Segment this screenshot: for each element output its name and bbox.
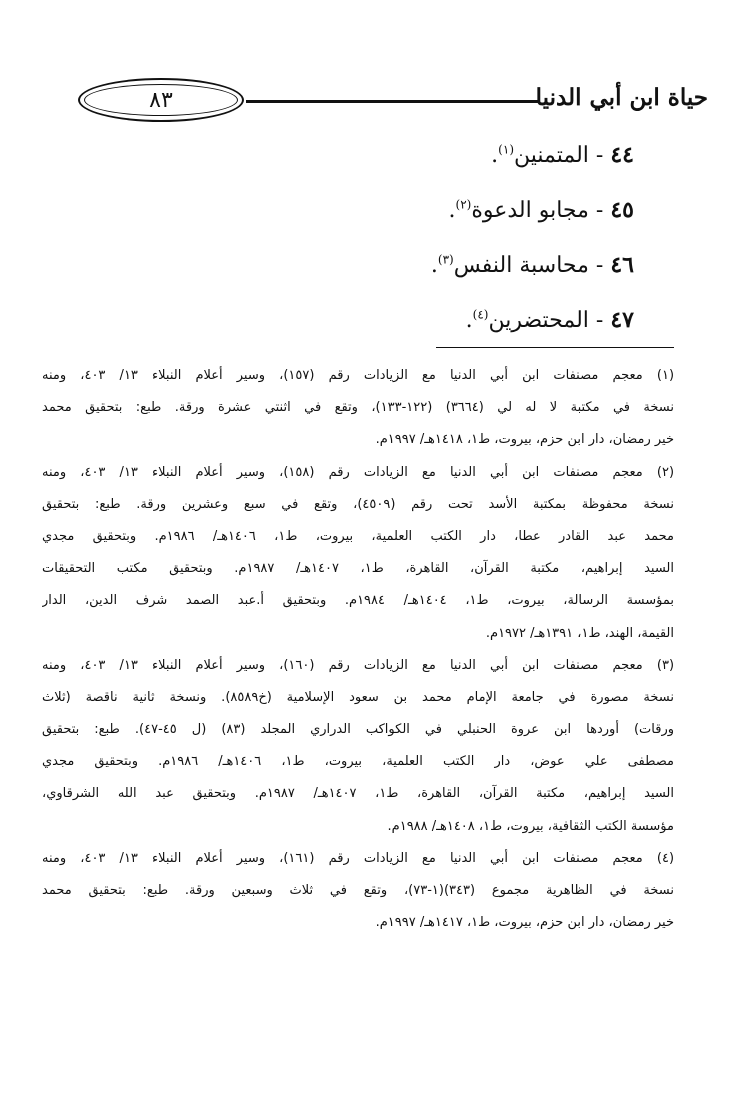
footnote-1 bbox=[42, 360, 674, 457]
footnote-line: (٢) معجم مصنفات ابن أبي الدنيا مع الزيادات رقم (١٥٨)، وسير أعلام النبلاء ١٣/ ٤٠٣، ومنه bbox=[42, 464, 674, 480]
footnote-ref[interactable]: (٢) bbox=[455, 197, 472, 212]
header-rule bbox=[246, 100, 538, 103]
book-title: المحتضرين bbox=[488, 308, 589, 333]
book-dash: ‑ bbox=[588, 253, 604, 278]
book-item-46 bbox=[214, 238, 634, 293]
footnote-line: نسخة في مكتبة لا له لي (٣٦٦٤) (١٢٢-١٣٣)، وتقع في اثنتي عشرة ورقة. طبع: بتحقيق محمد bbox=[42, 400, 674, 416]
book-period: . bbox=[430, 253, 438, 278]
footnote-separator bbox=[436, 347, 674, 348]
book-list bbox=[214, 128, 634, 348]
footnote-3 bbox=[42, 650, 674, 843]
footnote-line: نسخة محفوظة بمكتبة الأسد تحت رقم (٤٥٠٩)، وتقع في سبع وعشرين ورقة. طبع: بتحقيق bbox=[42, 496, 674, 512]
footnote-4 bbox=[42, 843, 674, 940]
footnote-2 bbox=[42, 457, 674, 650]
book-item-47 bbox=[214, 293, 634, 348]
footnote-line: مؤسسة الكتب الثقافية، بيروت، ط١، ١٤٠٨هـ/ ١٩٨٨م. bbox=[387, 818, 674, 834]
footnote-ref[interactable]: (١) bbox=[498, 142, 514, 157]
footnote-line: نسخة في الظاهرية مجموع (٣٤٣)(١-٧٣)، وتقع في ثلاث وسبعين ورقة. طبع: بتحقيق محمد bbox=[42, 883, 674, 898]
book-number: ٤٥ bbox=[610, 197, 634, 223]
page-number-badge bbox=[78, 78, 244, 122]
book-title: مجابو الدعوة bbox=[471, 198, 589, 223]
footnote-line: خير رمضان، دار ابن حزم، بيروت، ط١، ١٤١٨هـ/ ١٩٩٧م. bbox=[375, 432, 674, 448]
book-period: . bbox=[448, 198, 456, 223]
footnote-ref[interactable]: (٤) bbox=[472, 307, 489, 322]
book-period: . bbox=[465, 308, 473, 333]
book-title: المتمنين bbox=[514, 143, 589, 168]
footnote-ref[interactable]: (٣) bbox=[437, 252, 454, 267]
footnote-line: السيد إبراهيم، مكتبة القرآن، القاهرة، ط١، ١٤٠٧هـ/ ١٩٨٧م. وبتحقيق عبد الله الشرقاوي، bbox=[42, 786, 674, 802]
running-title: حياة ابن أبي الدنيا bbox=[535, 84, 708, 111]
book-number: ٤٤ bbox=[610, 142, 634, 168]
footnote-line: (٣) معجم مصنفات ابن أبي الدنيا مع الزيادات رقم (١٦٠)، وسير أعلام النبلاء ١٣/ ٤٠٣، ومنه bbox=[42, 657, 674, 673]
footnote-line: (٤) معجم مصنفات ابن أبي الدنيا مع الزيادات رقم (١٦١)، وسير أعلام النبلاء ١٣/ ٤٠٣، ومنه bbox=[42, 850, 674, 866]
footnote-line: السيد إبراهيم، مكتبة القرآن، القاهرة، ط١، ١٤٠٧هـ/ ١٩٨٧م. وبتحقيق مكتب التحقيقات bbox=[42, 561, 674, 577]
book-period: . bbox=[491, 143, 499, 168]
footnote-line: ورقات) أوردها ابن عروة الحنبلي في الكواكب الدراري المجلد (٨٣) (ل ٤٥-٤٧). طبع: بتحقيق bbox=[42, 722, 674, 738]
footnote-line: القيمة، الهند، ط١، ١٣٩١هـ/ ١٩٧٢م. bbox=[485, 625, 674, 641]
book-dash: ‑ bbox=[588, 198, 604, 223]
book-item-44 bbox=[214, 128, 634, 183]
footnote-line: نسخة مصورة في جامعة الإمام محمد بن سعود الإسلامية (خ٨٥٨٩). ونسخة ثانية ناقصة (ثلاث bbox=[42, 689, 674, 705]
page-number: ٨٣ bbox=[149, 88, 173, 113]
footnote-line: (١) معجم مصنفات ابن أبي الدنيا مع الزيادات رقم (١٥٧)، وسير أعلام النبلاء ١٣/ ٤٠٣، ومنه bbox=[42, 368, 674, 383]
page-header bbox=[78, 78, 708, 126]
footnote-line: محمد عبد القادر عطا، دار الكتب العلمية، بيروت، ط١، ١٤٠٦هـ/ ١٩٨٦م. وبتحقيق مجدي bbox=[42, 528, 674, 544]
book-item-45 bbox=[214, 183, 634, 238]
book-dash: ‑ bbox=[588, 143, 604, 168]
book-dash: ‑ bbox=[588, 308, 604, 333]
footnote-line: خير رمضان، دار ابن حزم، بيروت، ط١، ١٤١٧هـ/ ١٩٩٧م. bbox=[375, 915, 674, 931]
footnote-line: بمؤسسة الرسالة، بيروت، ط١، ١٤٠٤هـ/ ١٩٨٤م. وبتحقيق أ.عبد الصمد شرف الدين، الدار bbox=[42, 593, 674, 609]
footnotes bbox=[42, 360, 674, 939]
footnote-line: مصطفى علي عوض، دار الكتب العلمية، بيروت، ط١، ١٤٠٦هـ/ ١٩٨٦م. وبتحقيق مجدي bbox=[42, 754, 674, 770]
book-number: ٤٧ bbox=[610, 307, 634, 333]
book-title: محاسبة النفس bbox=[453, 253, 589, 278]
book-number: ٤٦ bbox=[610, 252, 634, 278]
